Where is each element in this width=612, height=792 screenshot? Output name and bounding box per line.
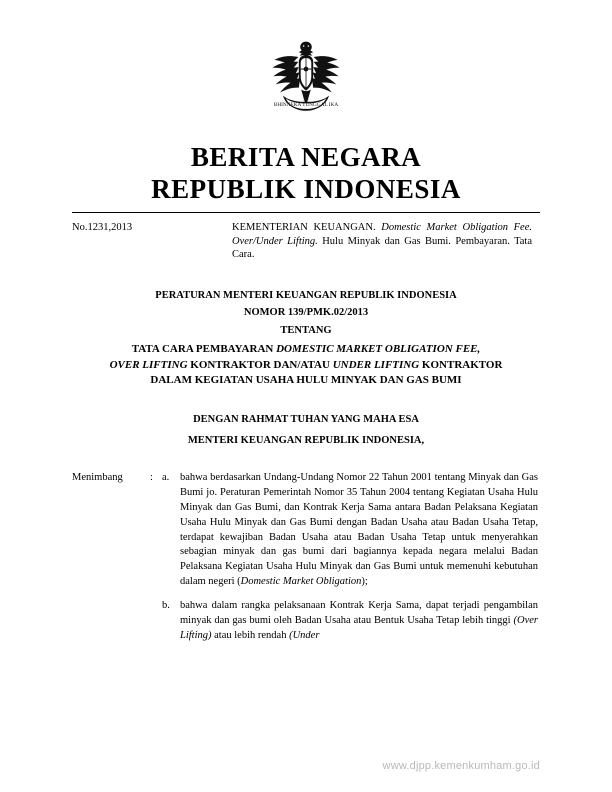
considerations-colon: : xyxy=(150,471,153,483)
footer-watermark: www.djpp.kemenkumham.go.id xyxy=(382,760,540,772)
subject-line-2 xyxy=(72,358,540,374)
subject-line-2-plain-1: KONTRAKTOR DAN/ATAU xyxy=(187,358,333,371)
regulation-title: PERATURAN MENTERI KEUANGAN REPUBLIK INDONESIA xyxy=(155,290,457,302)
item-a-part-1: bahwa berdasarkan Undang-Undang Nomor 22 Tahun 2001 tentang Minyak dan Gas Bumi jo. Peraturan Pemerintah Nomor 35 Tahun 2004 tentang Kegiatan Usaha Hulu Minyak dan Gas Bumi, dan Kontrak Kerja Sama antara Badan Pelaksana Kegiatan Usaha Hulu Minyak dan Gas Bumi dengan Badan Usaha atau Badan Usaha Tetap, terdapat kewajiban Badan Usaha atau Badan Usaha Tetap untuk menyerahkan sebagian minyak dan gas bumi dari bagiannya kepada negara melalui Badan Pelaksana Kegiatan Usaha Hulu Minyak dan Gas Bumi untuk memenuhi kebutuhan dalam negeri ( xyxy=(180,471,538,588)
subject-line-3: DALAM KEGIATAN USAHA HULU MINYAK DAN GAS BUMI xyxy=(150,374,462,387)
consideration-item-b xyxy=(72,599,540,644)
item-text-a xyxy=(180,471,540,590)
considerations-colon-spacer xyxy=(150,599,162,614)
subject-line-1-plain: TATA CARA PEMBAYARAN xyxy=(131,343,277,356)
regulation-number: NOMOR 139/PMK.02/2013 xyxy=(243,306,369,318)
item-a-italic: Domestic Market Obligation xyxy=(240,576,362,588)
subtitle-block xyxy=(72,409,540,451)
header-info xyxy=(72,221,540,263)
consideration-item-a xyxy=(72,471,540,590)
gazette-number: No.1231,2013 xyxy=(72,221,133,233)
subject-line-1-italic: DOMESTIC MARKET OBLIGATION FEE, xyxy=(276,343,481,356)
item-a-part-2: ); xyxy=(361,576,368,588)
item-text-b xyxy=(180,599,540,644)
item-letter-a: a. xyxy=(162,471,170,483)
svg-text:BHINNEKA TUNGGAL IKA: BHINNEKA TUNGGAL IKA xyxy=(273,102,339,108)
garuda-pancasila-emblem xyxy=(258,34,354,130)
considerations-label: Menimbang xyxy=(72,471,123,483)
subject-line-2-italic-1: OVER LIFTING xyxy=(109,358,188,371)
header-topic-italic: Domestic Market Obligation Fee. Over/Under Lifting. xyxy=(232,221,532,247)
header-agency: KEMENTERIAN KEUANGAN. xyxy=(232,221,376,233)
item-b-italic-2: (Under xyxy=(289,629,320,641)
regulation-subject xyxy=(72,342,540,389)
masthead xyxy=(72,142,540,213)
considerations-block xyxy=(72,471,540,644)
item-b-italic-1: (Over Lifting) xyxy=(180,615,538,641)
item-b-part-1: bahwa dalam rangka pelaksanaan Kontrak Kerja Sama, dapat terjadi pengambilan minyak dan gas bumi oleh Badan Usaha atau Bentuk Usaha Tetap lebih tinggi xyxy=(180,600,538,627)
tentang-label: TENTANG xyxy=(280,324,332,336)
emblem-container xyxy=(72,0,540,138)
header-topic-rest: Hulu Minyak dan Gas Bumi. Pembayaran. Tata Cara. xyxy=(232,235,532,261)
item-letter-b: b. xyxy=(162,600,170,612)
minister-line: MENTERI KEUANGAN REPUBLIK INDONESIA, xyxy=(187,434,425,446)
masthead-line-2: REPUBLIK INDONESIA xyxy=(151,173,461,204)
blessing-line: DENGAN RAHMAT TUHAN YANG MAHA ESA xyxy=(193,413,419,425)
subject-line-2-plain-2: KONTRAKTOR xyxy=(419,358,503,371)
subject-line-2-italic-2: UNDER LIFTING xyxy=(332,358,420,371)
masthead-divider xyxy=(72,212,540,213)
title-block xyxy=(72,288,540,389)
header-subject xyxy=(232,221,540,263)
item-b-part-2: atau lebih rendah xyxy=(211,629,290,641)
masthead-line-1: BERITA NEGARA xyxy=(190,142,422,172)
subject-line-1 xyxy=(72,342,540,358)
